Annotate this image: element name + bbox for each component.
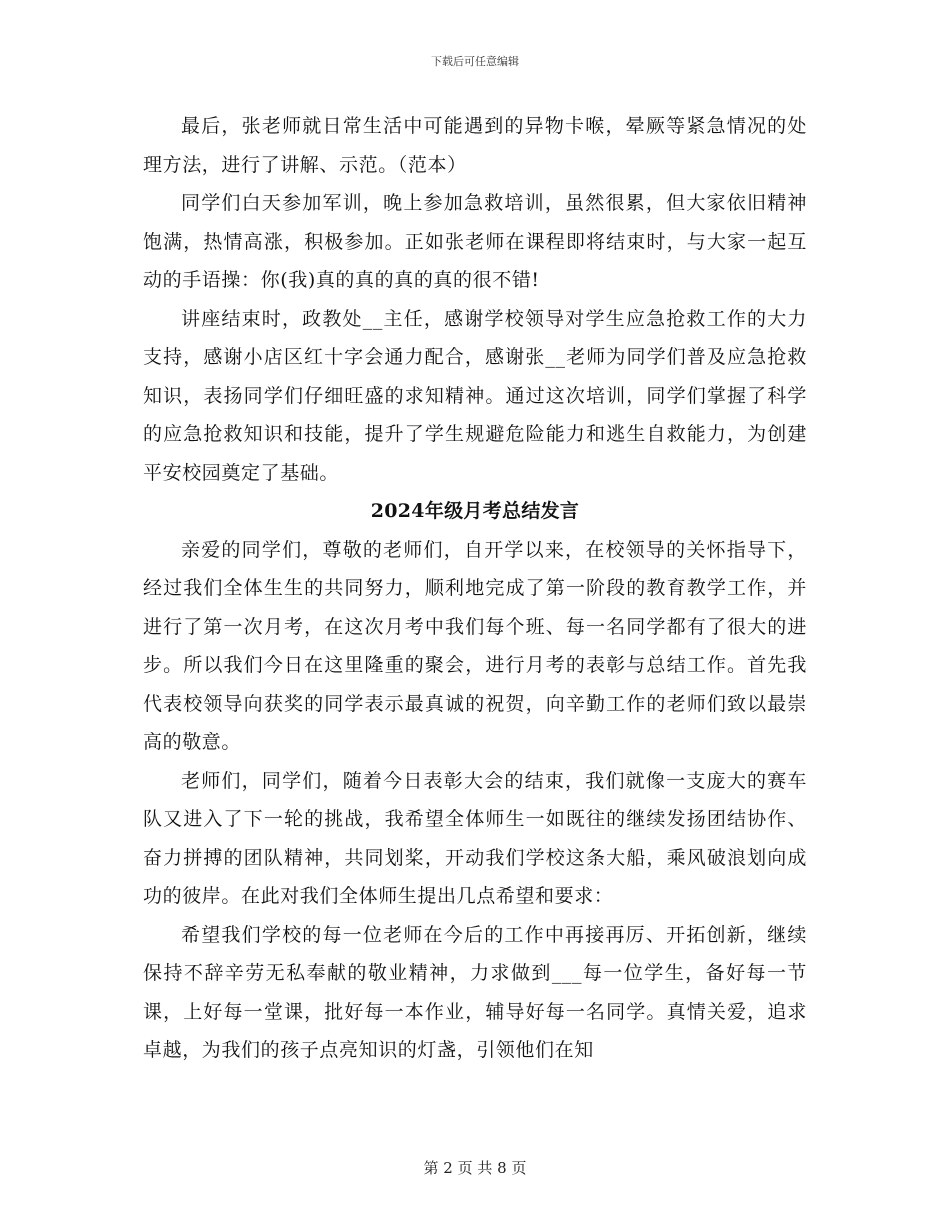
section-title: 2024年级月考总结发言: [370, 500, 580, 522]
page-header: 下载后可任意编辑: [431, 55, 519, 68]
paragraph-teacher-hopes: 希望我们学校的每一位老师在今后的工作中再接再厉、开拓创新，继续保持不辞辛劳无私奉献的敬业精神，力求做到___每一位学生，备好每一节课，上好每一堂课，批好每一本作业，辅导好每一名同学。真情关爱，追求卓越，为我们的孩子点亮知识的灯盏，引领他们在知: [143, 923, 807, 1061]
paragraph-challenge: 老师们，同学们，随着今日表彰大会的结束，我们就像一支庞大的赛车队又进入了下一轮的挑战，我希望全体师生一如既往的继续发扬团结协作、奋力拼搏的团队精神，共同划桨，开动我们学校这条大船，乘风破浪划向成功的彼岸。在此对我们全体师生提出几点希望和要求：: [143, 769, 807, 907]
paragraph-training-spirit: 同学们白天参加军训，晚上参加急救培训，虽然很累，但大家依旧精神饱满，热情高涨，积极参加。正如张老师在课程即将结束时，与大家一起互动的手语操：你(我)真的真的真的真的很不错!: [143, 192, 807, 291]
paragraph-greeting: 亲爱的同学们，尊敬的老师们，自开学以来，在校领导的关怀指导下，经过我们全体生生的共同努力，顺利地完成了第一阶段的教育教学工作，并进行了第一次月考，在这次月考中我们每个班、每一名同学都有了很大的进步。所以我们今日在这里隆重的聚会，进行月考的表彰与总结工作。首先我代表校领导向获奖的同学表示最真诚的祝贺，向辛勤工作的老师们致以最崇高的敬意。: [143, 538, 807, 753]
paragraph-emergency-handling: 最后，张老师就日常生活中可能遇到的异物卡喉，晕厥等紧急情况的处理方法，进行了讲解、示范。（范本）: [143, 115, 807, 176]
document-body: [143, 107, 807, 1070]
paragraph-lecture-closing: 讲座结束时，政教处__主任，感谢学校领导对学生应急抢救工作的大力支持，感谢小店区红十字会通力配合，感谢张__老师为同学们普及应急抢救知识，表扬同学们仔细旺盛的求知精神。通过这次培训，同学们掌握了科学的应急抢救知识和技能，提升了学生规避危险能力和逃生自救能力，为创建平安校园奠定了基础。: [143, 307, 807, 484]
page-number: 第 2 页 共 8 页: [423, 1159, 527, 1177]
